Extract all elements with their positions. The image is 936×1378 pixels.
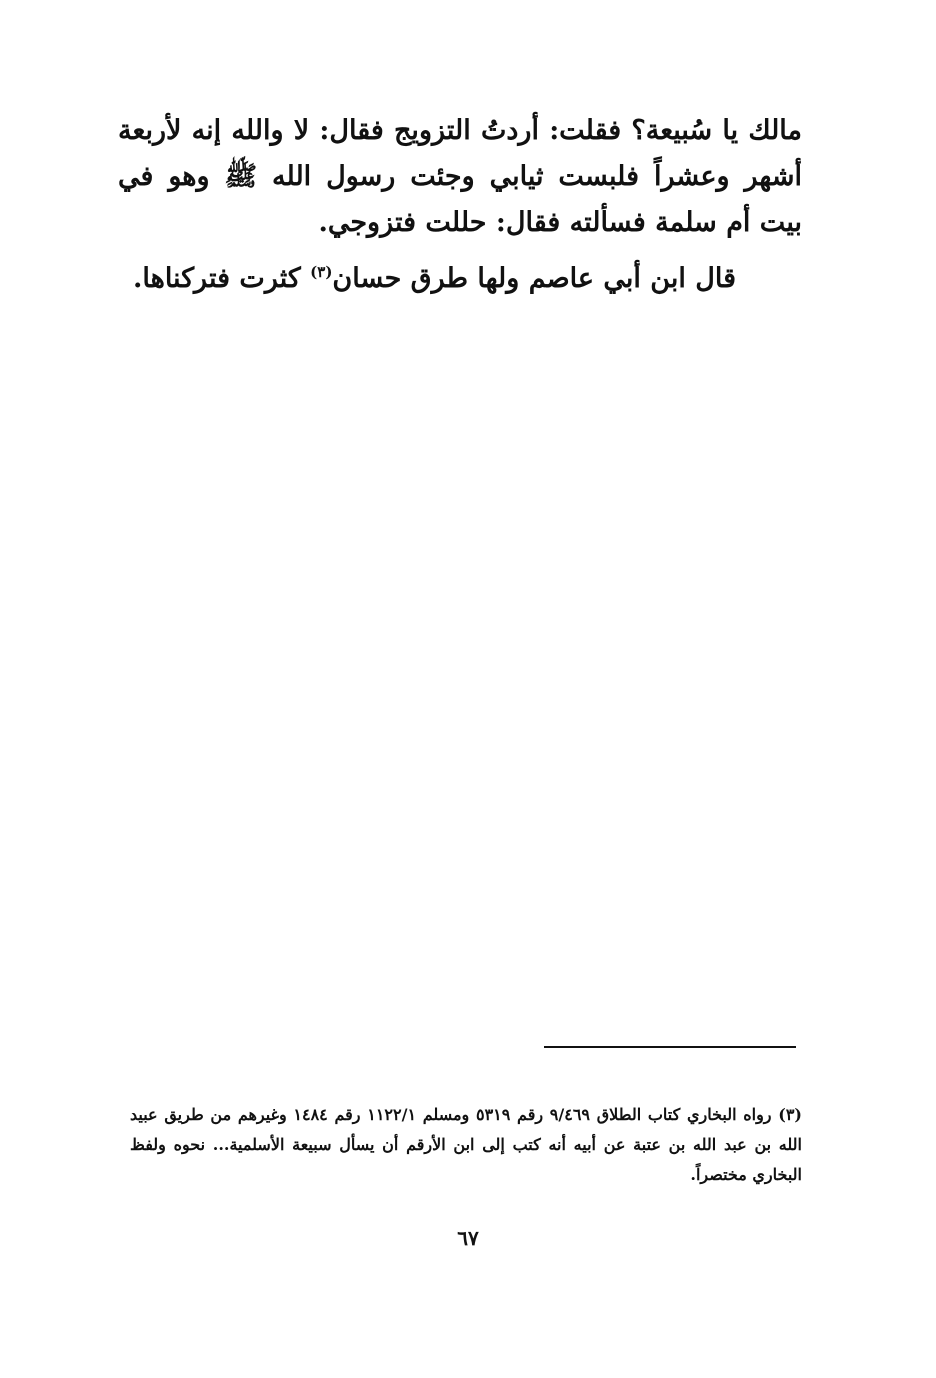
paragraph-1: مالك يا سُبيعة؟ فقلت: أردتُ التزويج فقال: لا والله إنه لأربعة أشهر وعشراً فلبست ثيابي وجئت رسول الله ﷺ وهو في بيت أم سلمة فسألته فقال: حللت فتزوجي. bbox=[118, 115, 802, 238]
footnote-text: رواه البخاري كتاب الطلاق ٩/٤٦٩ رقم ٥٣١٩ ومسلم ١١٢٢/١ رقم ١٤٨٤ وغيرهم من طريق عبيد الله بن عبد الله بن عتبة عن أبيه أنه كتب إلى ابن الأرقم أن يسأل سبيعة الأسلمية... نحوه ولفظ البخاري مختصراً. bbox=[130, 1105, 803, 1184]
paragraph-2 bbox=[118, 256, 802, 302]
paragraph-2-tail: كثرت فتركناها. bbox=[132, 263, 311, 294]
footnote-separator bbox=[544, 1046, 796, 1048]
footnote-3 bbox=[130, 1100, 802, 1190]
footnote-reference: (٣) bbox=[310, 263, 333, 281]
paragraph-2-text: قال ابن أبي عاصم ولها طرق حسان bbox=[332, 263, 736, 294]
page-number: ٦٧ bbox=[457, 1226, 479, 1250]
footnote bbox=[130, 1100, 802, 1190]
main-text bbox=[118, 108, 802, 302]
footnote-marker: (٣) bbox=[778, 1105, 802, 1124]
